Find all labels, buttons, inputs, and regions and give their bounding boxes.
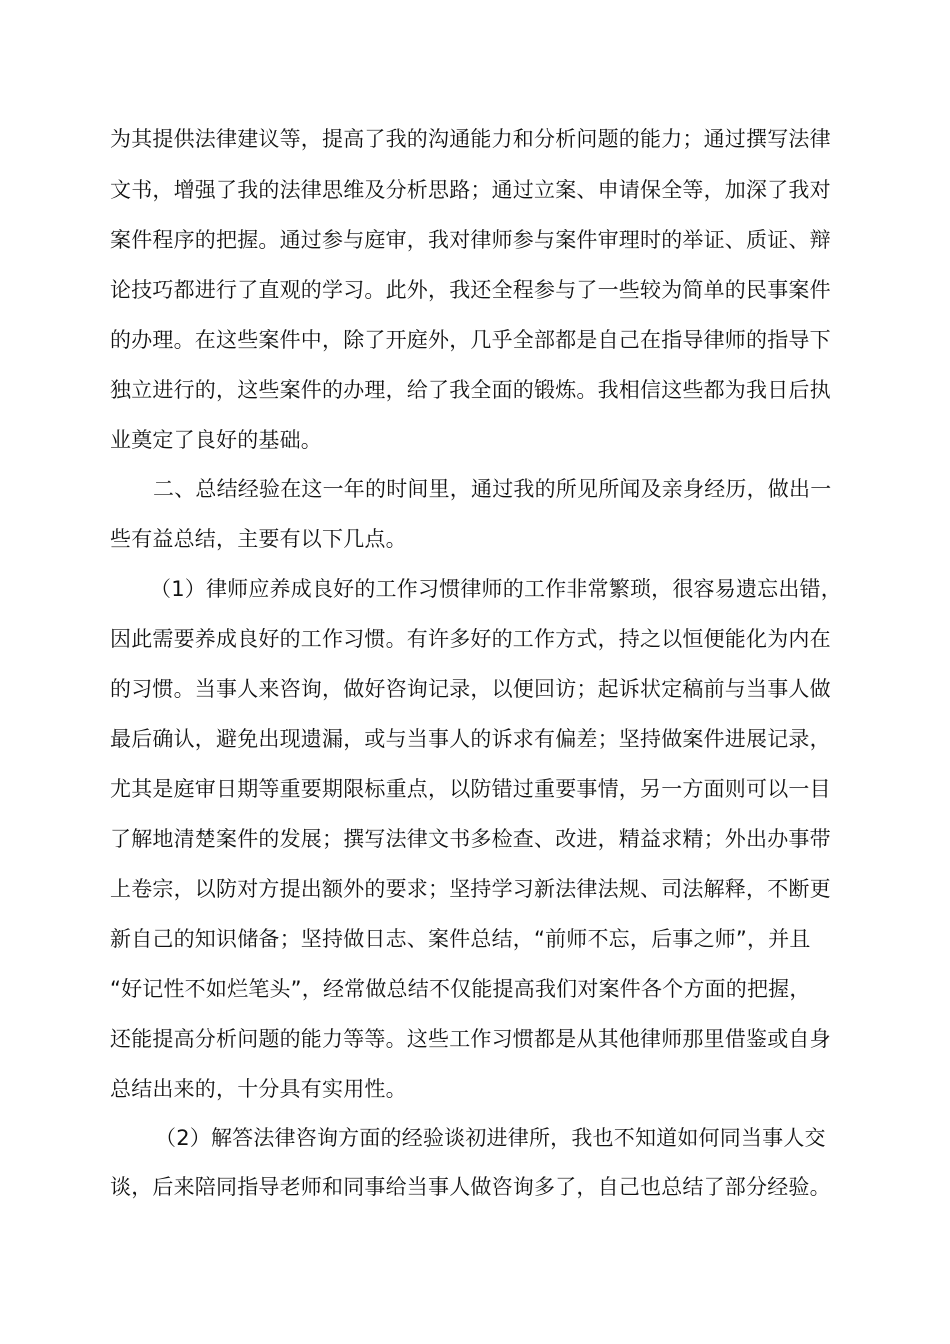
text-line: 尤其是庭审日期等重要期限标重点，以防错过重要事情，另一方面则可以一目 — [110, 777, 831, 801]
text-line: 上卷宗，以防对方提出额外的要求；坚持学习新法律法规、司法解释，不断更 — [110, 877, 831, 901]
text-line: （1）律师应养成良好的工作习惯律师的工作非常繁琐，很容易遗忘出错， — [150, 577, 842, 601]
text-line: 些有益总结，主要有以下几点。 — [110, 527, 407, 551]
text-line: 新自己的知识储备；坚持做日志、案件总结，“前师不忘，后事之师”，并且 — [110, 927, 811, 951]
text-line: 业奠定了良好的基础。 — [110, 428, 322, 452]
text-line: “好记性不如烂笔头”，经常做总结不仅能提高我们对案件各个方面的把握， — [110, 977, 811, 1001]
text-line: 最后确认，避免出现遗漏，或与当事人的诉求有偏差；坚持做案件进展记录， — [110, 727, 831, 751]
text-line: 文书，增强了我的法律思维及分析思路；通过立案、申请保全等，加深了我对 — [110, 178, 831, 202]
text-line: 的办理。在这些案件中，除了开庭外，几乎全部都是自己在指导律师的指导下 — [110, 328, 831, 352]
text-line: 的习惯。当事人来咨询，做好咨询记录，以便回访；起诉状定稿前与当事人做 — [110, 677, 831, 701]
text-line: 了解地清楚案件的发展；撰写法律文书多检查、改进，精益求精；外出办事带 — [110, 827, 831, 851]
text-line: 为其提供法律建议等，提高了我的沟通能力和分析问题的能力；通过撰写法律 — [110, 127, 831, 151]
text-line: 还能提高分析问题的能力等等。这些工作习惯都是从其他律师那里借鉴或自身 — [110, 1027, 831, 1051]
text-line: 总结出来的，十分具有实用性。 — [110, 1077, 407, 1101]
text-line: 论技巧都进行了直观的学习。此外，我还全程参与了一些较为简单的民事案件 — [110, 278, 831, 302]
text-line: （2）解答法律咨询方面的经验谈初进律所，我也不知道如何同当事人交 — [155, 1126, 826, 1150]
text-line: 独立进行的，这些案件的办理，给了我全面的锻炼。我相信这些都为我日后执 — [110, 378, 831, 402]
text-line: 二、总结经验在这一年的时间里，通过我的所见所闻及亲身经历，做出一 — [153, 477, 832, 501]
text-line: 案件程序的把握。通过参与庭审，我对律师参与案件审理时的举证、质证、辩 — [110, 228, 831, 252]
text-line: 因此需要养成良好的工作习惯。有许多好的工作方式，持之以恒便能化为内在 — [110, 627, 831, 651]
text-line: 谈，后来陪同指导老师和同事给当事人做咨询多了，自己也总结了部分经验。 — [110, 1175, 831, 1199]
